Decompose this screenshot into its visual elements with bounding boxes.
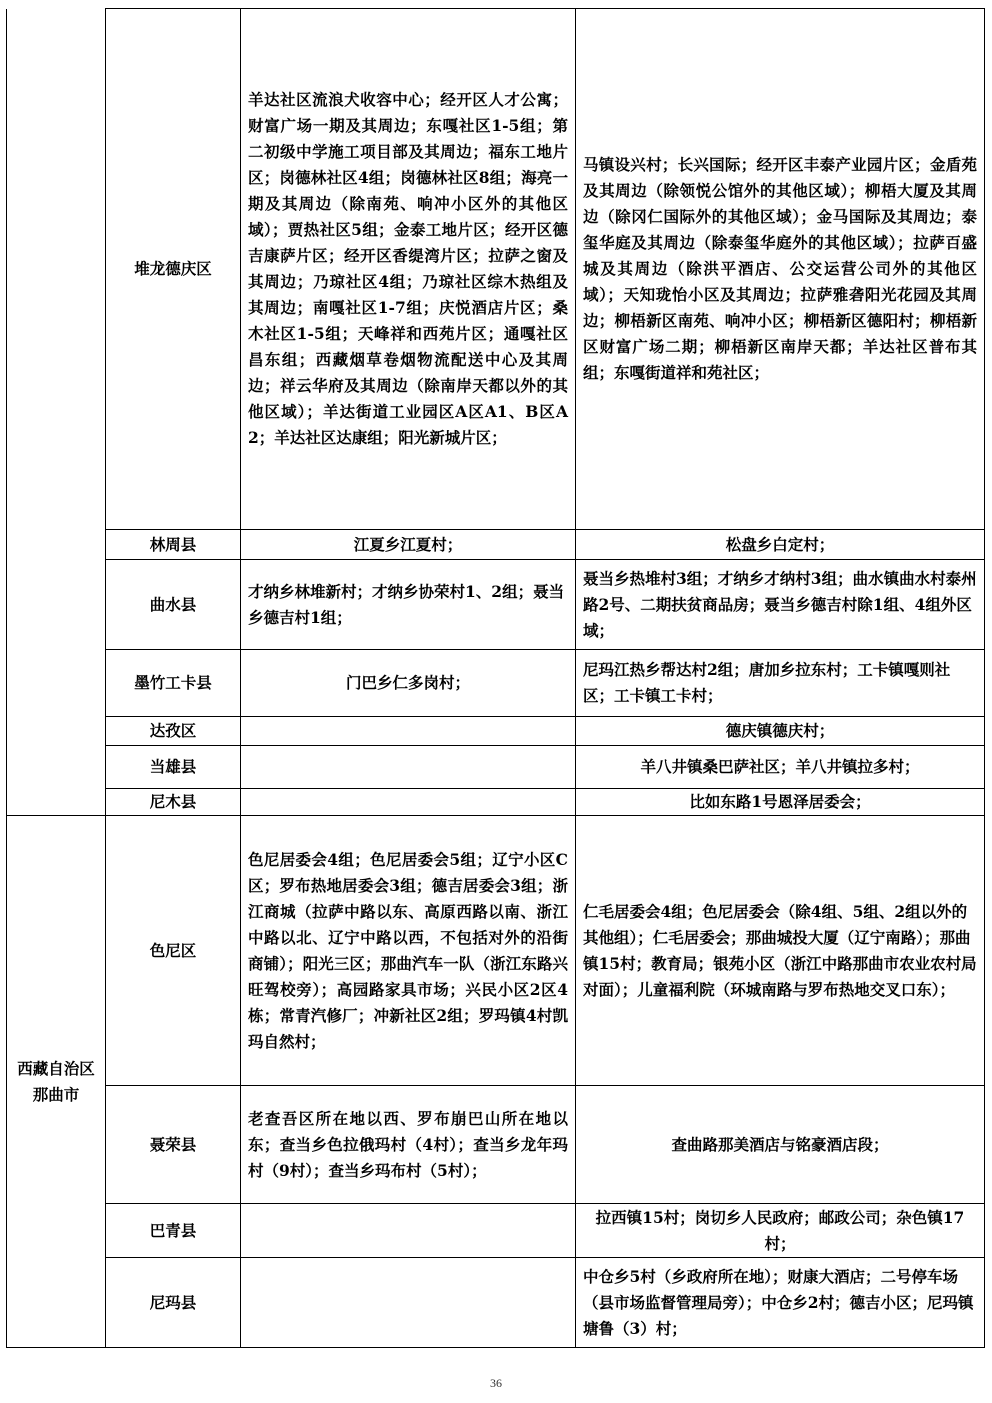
col1-cell: 色尼居委会4组；色尼居委会5组；辽宁小区C区；罗布热地居委会3组；德吉居委会3组；浙江商城（拉萨中路以东、高原西路以南、浙江中路以北、辽宁中路以西，不包括对外的沿街商铺）；阳光三区；那曲汽车一队（浙江东路兴旺驾校旁）；高园路家具市场；兴民小区2区4栋；常青汽修厂；冲新社区2组；罗玛镇4村凯玛自然村； (241, 816, 576, 1086)
county-cell: 曲水县 (106, 560, 241, 650)
col1-cell (241, 746, 576, 789)
col2-cell: 松盘乡白定村； (576, 530, 985, 560)
table-row (7, 789, 985, 816)
col1-cell (241, 717, 576, 746)
col2-cell: 中仓乡5村（乡政府所在地）；财康大酒店；二号停车场（县市场监督管理局旁）；中仓乡2村；德吉小区；尼玛镇塘鲁（3）村； (576, 1258, 985, 1348)
col1-cell: 老查吾区所在地以西、罗布崩巴山所在地以东；查当乡色拉俄玛村（4村）；查当乡龙年玛村（9村）；查当乡玛布村（5村）； (241, 1086, 576, 1204)
county-cell: 色尼区 (106, 816, 241, 1086)
area-table (6, 8, 985, 1348)
table-row (7, 9, 985, 530)
county-cell: 巴青县 (106, 1204, 241, 1258)
page-number: 36 (490, 1376, 502, 1390)
table-row (7, 1204, 985, 1258)
table-row (7, 746, 985, 789)
table-row (7, 650, 985, 717)
col2-cell: 拉西镇15村；岗切乡人民政府；邮政公司；杂色镇17村； (576, 1204, 985, 1258)
col2-cell: 比如东路1号恩泽居委会； (576, 789, 985, 816)
county-cell: 堆龙德庆区 (106, 9, 241, 530)
county-cell: 尼玛县 (106, 1258, 241, 1348)
col2-cell: 德庆镇德庆村； (576, 717, 985, 746)
city-cell: 西藏自治区那曲市 (7, 816, 106, 1348)
table-row (7, 530, 985, 560)
col2-cell: 尼玛江热乡帮达村2组；唐加乡拉东村；工卡镇嘎则社区；工卡镇工卡村； (576, 650, 985, 717)
col1-cell (241, 1258, 576, 1348)
col1-cell: 门巴乡仁多岗村； (241, 650, 576, 717)
col1-cell: 江夏乡江夏村； (241, 530, 576, 560)
table-row (7, 816, 985, 1086)
county-cell: 林周县 (106, 530, 241, 560)
table-row (7, 717, 985, 746)
col1-cell: 才纳乡林堆新村；才纳乡协荣村1、2组；聂当乡德吉村1组； (241, 560, 576, 650)
col2-cell: 聂当乡热堆村3组；才纳乡才纳村3组；曲水镇曲水村泰州路2号、二期扶贫商品房；聂当乡德吉村除1组、4组外区域； (576, 560, 985, 650)
county-cell: 当雄县 (106, 746, 241, 789)
county-cell: 聂荣县 (106, 1086, 241, 1204)
table-row (7, 1086, 985, 1204)
col2-cell: 羊八井镇桑巴萨社区；羊八井镇拉多村； (576, 746, 985, 789)
col1-cell (241, 789, 576, 816)
city-cell (7, 9, 106, 816)
col2-cell: 仁毛居委会4组；色尼居委会（除4组、5组、2组以外的其他组）；仁毛居委会；那曲城投大厦（辽宁南路）；那曲镇15村；教育局；银苑小区（浙江中路那曲市农业农村局对面）；儿童福利院（环城南路与罗布热地交叉口东）； (576, 816, 985, 1086)
col2-cell: 查曲路那美酒店与铭豪酒店段； (576, 1086, 985, 1204)
county-cell: 尼木县 (106, 789, 241, 816)
col1-cell (241, 1204, 576, 1258)
col2-cell: 马镇设兴村；长兴国际；经开区丰泰产业园片区；金盾苑及其周边（除领悦公馆外的其他区域）；柳梧大厦及其周边（除冈仁国际外的其他区域）；金马国际及其周边；泰玺华庭及其周边（除泰玺华庭外的其他区域）；拉萨百盛城及其周边（除洪平酒店、公交运营公司外的其他区域）；天知珑怡小区及其周边；拉萨雅砻阳光花园及其周边；柳梧新区南苑、响冲小区；柳梧新区德阳村；柳梧新区财富广场二期；柳梧新区南岸天都；羊达社区普布其组；东嘎街道祥和苑社区； (576, 9, 985, 530)
county-cell: 墨竹工卡县 (106, 650, 241, 717)
table-row (7, 1258, 985, 1348)
table-row (7, 560, 985, 650)
county-cell: 达孜区 (106, 717, 241, 746)
col1-cell: 羊达社区流浪犬收容中心；经开区人才公寓；财富广场一期及其周边；东嘎社区1-5组；第二初级中学施工项目部及其周边；福东工地片区；岗德林社区4组；岗德林社区8组；海亮一期及其周边（除南苑、响冲小区外的其他区域）；贾热社区5组；金泰工地片区；经开区德吉康萨片区；经开区香缇湾片区；拉萨之窗及其周边；乃琼社区4组；乃琼社区综木热组及其周边；南嘎社区1-7组；庆悦酒店片区；桑木社区1-5组；天峰祥和西苑片区；通嘎社区昌东组；西藏烟草卷烟物流配送中心及其周边；祥云华府及其周边（除南岸天都以外的其他区域）；羊达街道工业园区A区A1、B区A2；羊达社区达康组；阳光新城片区； (241, 9, 576, 530)
